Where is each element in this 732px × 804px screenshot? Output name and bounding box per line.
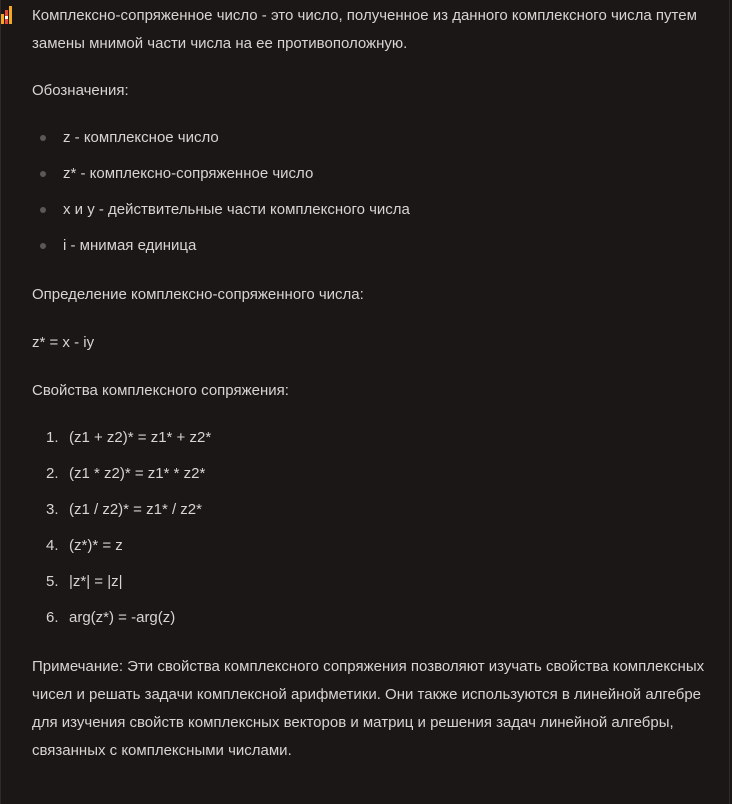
list-item (32, 232, 410, 268)
list-item-text: |z*| = |z| (69, 573, 123, 590)
bullet-icon (40, 207, 46, 213)
bullet-icon (40, 243, 46, 249)
list-item (32, 160, 410, 196)
list-number: 1. (46, 429, 59, 446)
app-logo-icon (1, 6, 13, 24)
note-paragraph: Примечание: Эти свойства комплексного сопряжения позволяют изучать свойства комплексных чисел и решать задачи комплексной арифметики. Они также используются в линейной алгебре для изучения свойств комплексных векторов и матриц и решения задач линейной алгебры, связанных с комплексными числами. (32, 658, 705, 759)
list-number: 5. (46, 573, 59, 590)
list-item-text: z - комплексное число (63, 129, 219, 146)
notation-list (32, 124, 410, 268)
list-item-text: (z*)* = z (69, 537, 123, 554)
list-item-text: (z1 / z2)* = z1* / z2* (69, 501, 202, 518)
notation-heading: Обозначения: (32, 82, 129, 99)
list-number: 6. (46, 609, 59, 626)
definition-heading: Определение комплексно-сопряженного числа: (32, 286, 364, 303)
list-number: 3. (46, 501, 59, 518)
list-item-text: z* - комплексно-сопряженное число (63, 165, 314, 182)
properties-heading: Свойства комплексного сопряжения: (32, 382, 289, 399)
list-item-text: arg(z*) = -arg(z) (69, 609, 176, 626)
bullet-icon (40, 171, 46, 177)
conjugate-formula: z* = x - iy (32, 334, 95, 351)
list-item-text: i - мнимая единица (63, 237, 197, 254)
intro-paragraph: Комплексно-сопряженное число - это число, полученное из данного комплексного числа путем замены мнимой части числа на ее противоположную. (32, 7, 697, 52)
list-number: 2. (46, 465, 59, 482)
bullet-icon (40, 135, 46, 141)
list-item (32, 196, 410, 232)
list-item-text: (z1 + z2)* = z1* + z2* (69, 429, 212, 446)
list-item-text: x и y - действительные части комплексного числа (63, 201, 410, 218)
list-number: 4. (46, 537, 59, 554)
list-item-text: (z1 * z2)* = z1* * z2* (69, 465, 206, 482)
list-item (32, 124, 410, 160)
